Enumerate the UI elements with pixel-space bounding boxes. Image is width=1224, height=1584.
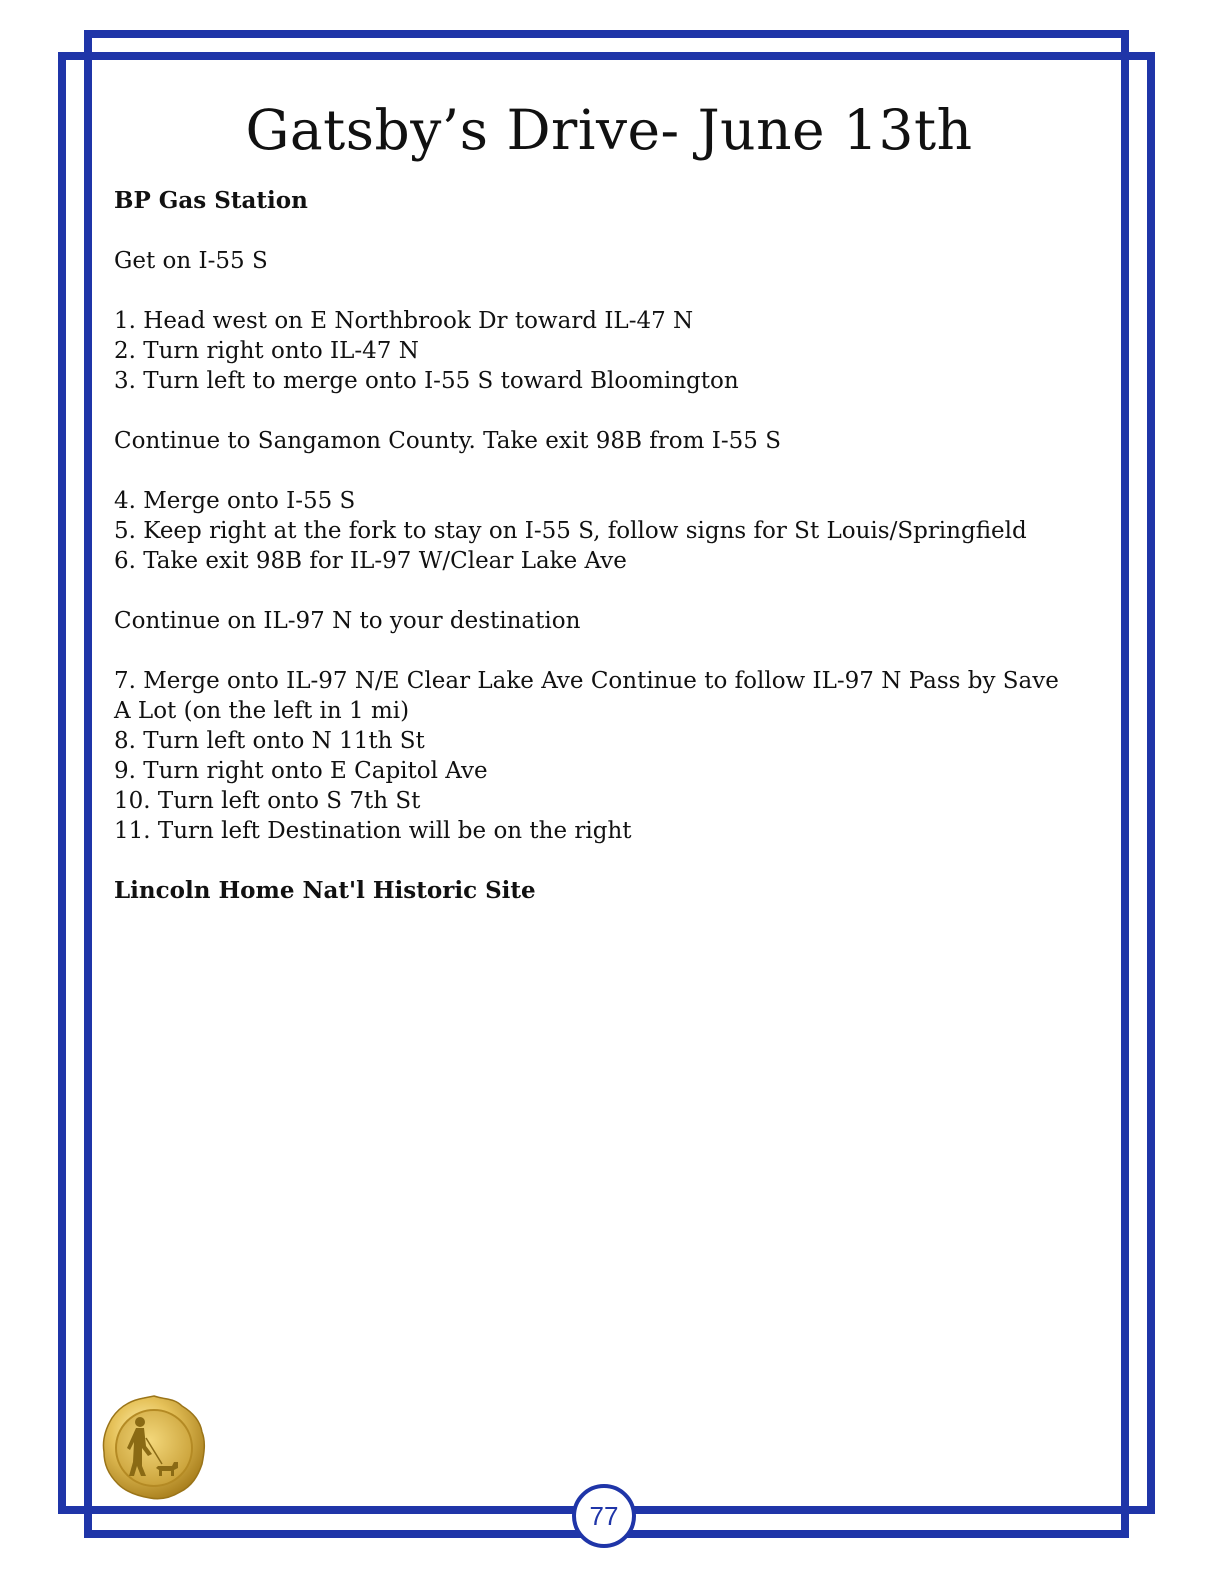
step-11: 11. Turn left Destination will be on the right [114,818,632,844]
start-location: BP Gas Station [114,187,308,214]
step-5: 5. Keep right at the fork to stay on I-55 S, follow signs for St Louis/Springfield [114,518,1027,544]
page-number-badge: 77 [572,1484,636,1548]
step-7-continued: A Lot (on the left in 1 mi) [114,698,410,724]
step-7: 7. Merge onto IL-97 N/E Clear Lake Ave Continue to follow IL-97 N Pass by Save [114,668,1059,694]
step-1: 1. Head west on E Northbrook Dr toward IL-47 N [114,308,694,334]
step-8: 8. Turn left onto N 11th St [114,728,425,754]
step-3: 3. Turn left to merge onto I-55 S toward Bloomington [114,368,739,394]
destination-name: Lincoln Home Nat'l Historic Site [114,877,536,904]
walker-with-dog-seal-icon [100,1394,208,1502]
page-title: Gatsby’s Drive- June 13th [245,98,973,162]
step-6: 6. Take exit 98B for IL-97 W/Clear Lake Ave [114,548,627,574]
section-heading-1: Get on I-55 S [114,248,268,274]
step-9: 9. Turn right onto E Capitol Ave [114,758,488,784]
page-content [114,92,1104,906]
section-heading-2: Continue to Sangamon County. Take exit 98B from I-55 S [114,428,781,454]
step-4: 4. Merge onto I-55 S [114,488,356,514]
step-2: 2. Turn right onto IL-47 N [114,338,419,364]
step-10: 10. Turn left onto S 7th St [114,788,421,814]
section-heading-3: Continue on IL-97 N to your destination [114,608,581,634]
